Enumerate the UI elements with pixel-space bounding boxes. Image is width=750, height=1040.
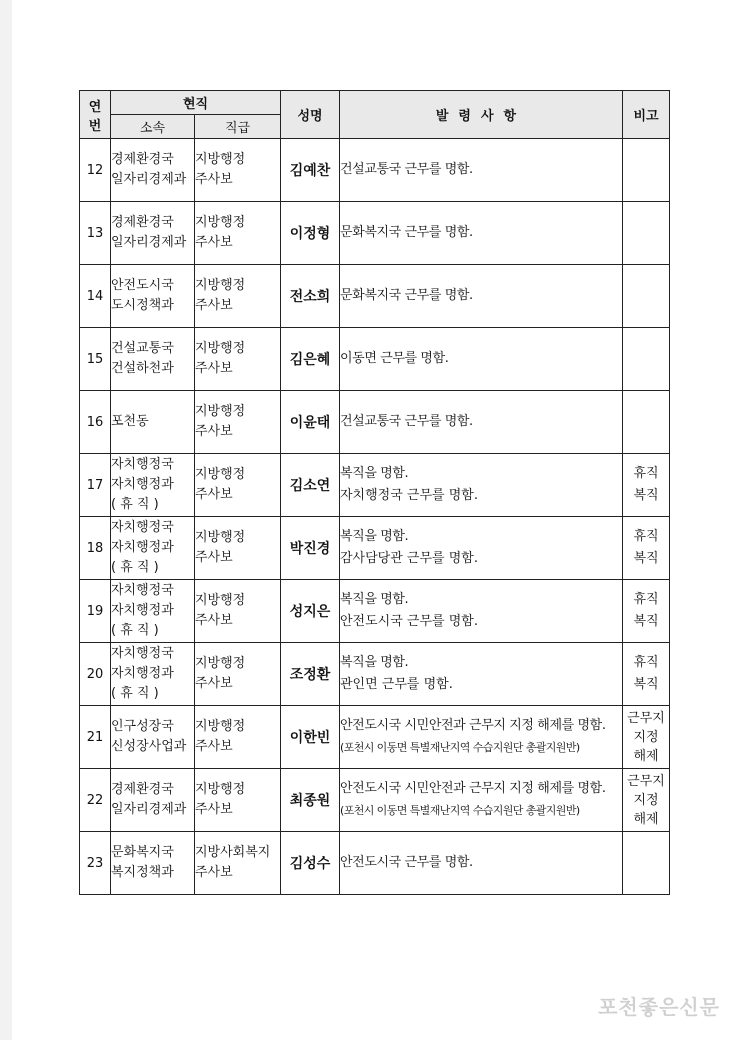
order-line-1: 복직을 명함. (340, 655, 409, 670)
rank-grade: 주사보 (195, 298, 233, 313)
row-note: 휴직 복직 (623, 580, 670, 643)
row-order (340, 328, 623, 391)
department-division: 자치행정국 (111, 646, 174, 661)
row-order (340, 391, 623, 454)
row-rank (195, 202, 281, 265)
row-name: 최종원 (281, 769, 340, 832)
department-status: ( 휴 직 ) (111, 497, 159, 512)
row-rank (195, 643, 281, 706)
order-line-2: 관인면 근무를 명함. (340, 677, 453, 692)
row-order (340, 202, 623, 265)
order-line-2: 안전도시국 근무를 명함. (340, 614, 478, 629)
department-division: 포천동 (111, 414, 149, 429)
row-rank (195, 769, 281, 832)
row-order (340, 832, 623, 895)
row-number: 12 (80, 139, 111, 202)
row-note (623, 202, 670, 265)
row-note (623, 265, 670, 328)
row-department (111, 769, 195, 832)
header-no (80, 91, 111, 139)
row-number: 21 (80, 706, 111, 769)
row-name: 이정형 (281, 202, 340, 265)
order-line-2: (포천시 이동면 특별재난지역 수습지원단 총괄지원반) (340, 741, 580, 754)
row-note: 휴직 복직 (623, 454, 670, 517)
row-name: 박진경 (281, 517, 340, 580)
page-edge (0, 0, 12, 1040)
rank-grade: 주사보 (195, 487, 233, 502)
row-department (111, 139, 195, 202)
row-department (111, 454, 195, 517)
department-section: 일자리경제과 (111, 802, 187, 817)
table-row (80, 391, 670, 454)
header-note: 비고 (623, 91, 670, 139)
header-rank: 직급 (195, 115, 281, 139)
department-section: 자치행정과 (111, 603, 174, 618)
header-no-top: 연 (88, 99, 102, 115)
row-number: 17 (80, 454, 111, 517)
row-department (111, 202, 195, 265)
rank-grade: 주사보 (195, 865, 233, 880)
row-note: 근무지 지정 해제 (623, 769, 670, 832)
rank-series: 지방행정 (195, 404, 246, 419)
row-order (340, 706, 623, 769)
table-row (80, 517, 670, 580)
table-row (80, 265, 670, 328)
row-rank (195, 454, 281, 517)
row-order (340, 580, 623, 643)
row-order (340, 769, 623, 832)
rank-series: 지방행정 (195, 530, 246, 545)
table-row (80, 643, 670, 706)
row-department (111, 832, 195, 895)
header-no-bottom: 번 (88, 118, 102, 134)
row-department (111, 706, 195, 769)
row-order (340, 454, 623, 517)
table-row (80, 202, 670, 265)
rank-series: 지방행정 (195, 467, 246, 482)
order-line-1: 문화복지국 근무를 명함. (340, 225, 473, 240)
department-section: 도시정책과 (111, 298, 174, 313)
order-line-1: 문화복지국 근무를 명함. (340, 288, 473, 303)
row-rank (195, 139, 281, 202)
order-line-2: (포천시 이동면 특별재난지역 수습지원단 총괄지원반) (340, 804, 580, 817)
department-status: ( 휴 직 ) (111, 623, 159, 638)
rank-series: 지방행정 (195, 152, 246, 167)
department-section: 자치행정과 (111, 666, 174, 681)
row-name: 김성수 (281, 832, 340, 895)
header-name: 성명 (281, 91, 340, 139)
row-order (340, 643, 623, 706)
row-note (623, 139, 670, 202)
department-section: 자치행정과 (111, 540, 174, 555)
row-number: 19 (80, 580, 111, 643)
row-number: 16 (80, 391, 111, 454)
rank-series: 지방사회복지 (195, 845, 271, 860)
row-department (111, 391, 195, 454)
row-rank (195, 265, 281, 328)
row-order (340, 139, 623, 202)
row-rank (195, 580, 281, 643)
row-note: 휴직 복직 (623, 517, 670, 580)
department-status: ( 휴 직 ) (111, 560, 159, 575)
rank-series: 지방행정 (195, 593, 246, 608)
row-department (111, 580, 195, 643)
table-row (80, 580, 670, 643)
order-line-1: 안전도시국 근무를 명함. (340, 855, 473, 870)
department-division: 안전도시국 (111, 278, 174, 293)
newspaper-watermark: 포천좋은신문 (598, 995, 720, 1019)
order-line-1: 안전도시국 시민안전과 근무지 지정 해제를 명함. (340, 781, 606, 796)
rank-series: 지방행정 (195, 341, 246, 356)
header-current: 현직 (111, 91, 281, 115)
row-name: 이한빈 (281, 706, 340, 769)
rank-grade: 주사보 (195, 424, 233, 439)
row-name: 조정환 (281, 643, 340, 706)
header-order: 발령사항 (340, 91, 623, 139)
row-number: 20 (80, 643, 111, 706)
rank-grade: 주사보 (195, 172, 233, 187)
rank-grade: 주사보 (195, 235, 233, 250)
order-line-1: 복직을 명함. (340, 466, 409, 481)
row-note: 휴직 복직 (623, 643, 670, 706)
row-department (111, 643, 195, 706)
row-number: 23 (80, 832, 111, 895)
rank-grade: 주사보 (195, 802, 233, 817)
department-division: 경제환경국 (111, 152, 174, 167)
department-division: 문화복지국 (111, 845, 174, 860)
table-row (80, 706, 670, 769)
department-section: 일자리경제과 (111, 235, 187, 250)
row-name: 김소연 (281, 454, 340, 517)
order-line-1: 건설교통국 근무를 명함. (340, 414, 473, 429)
department-section: 건설하천과 (111, 361, 174, 376)
row-rank (195, 391, 281, 454)
row-department (111, 328, 195, 391)
row-order (340, 265, 623, 328)
row-name: 이윤태 (281, 391, 340, 454)
row-note (623, 832, 670, 895)
row-name: 성지은 (281, 580, 340, 643)
row-order (340, 517, 623, 580)
row-number: 13 (80, 202, 111, 265)
department-division: 인구성장국 (111, 719, 174, 734)
rank-grade: 주사보 (195, 613, 233, 628)
row-name: 김은혜 (281, 328, 340, 391)
row-rank (195, 706, 281, 769)
rank-series: 지방행정 (195, 215, 246, 230)
header-dept: 소속 (111, 115, 195, 139)
row-number: 14 (80, 265, 111, 328)
order-line-2: 자치행정국 근무를 명함. (340, 488, 478, 503)
table-row (80, 139, 670, 202)
row-rank (195, 832, 281, 895)
department-division: 자치행정국 (111, 520, 174, 535)
row-department (111, 517, 195, 580)
rank-series: 지방행정 (195, 782, 246, 797)
order-line-1: 이동면 근무를 명함. (340, 351, 449, 366)
department-division: 경제환경국 (111, 215, 174, 230)
personnel-order-table (79, 90, 670, 895)
row-note (623, 328, 670, 391)
department-division: 자치행정국 (111, 583, 174, 598)
department-status: ( 휴 직 ) (111, 686, 159, 701)
order-line-1: 건설교통국 근무를 명함. (340, 162, 473, 177)
row-rank (195, 328, 281, 391)
department-division: 건설교통국 (111, 341, 174, 356)
order-line-1: 복직을 명함. (340, 592, 409, 607)
rank-grade: 주사보 (195, 361, 233, 376)
table-row (80, 832, 670, 895)
order-line-1: 안전도시국 시민안전과 근무지 지정 해제를 명함. (340, 718, 606, 733)
rank-grade: 주사보 (195, 676, 233, 691)
table-row (80, 454, 670, 517)
order-line-2: 감사담당관 근무를 명함. (340, 551, 478, 566)
department-division: 자치행정국 (111, 457, 174, 472)
row-name: 전소희 (281, 265, 340, 328)
department-section: 일자리경제과 (111, 172, 187, 187)
rank-series: 지방행정 (195, 278, 246, 293)
table-row (80, 769, 670, 832)
table-row (80, 328, 670, 391)
rank-series: 지방행정 (195, 656, 246, 671)
row-name: 김예찬 (281, 139, 340, 202)
row-rank (195, 517, 281, 580)
row-department (111, 265, 195, 328)
rank-grade: 주사보 (195, 550, 233, 565)
department-section: 자치행정과 (111, 477, 174, 492)
department-division: 경제환경국 (111, 782, 174, 797)
table-body (80, 139, 670, 895)
rank-series: 지방행정 (195, 719, 246, 734)
row-number: 22 (80, 769, 111, 832)
row-note (623, 391, 670, 454)
row-number: 15 (80, 328, 111, 391)
department-section: 신성장사업과 (111, 739, 187, 754)
department-section: 복지정책과 (111, 865, 174, 880)
order-line-1: 복직을 명함. (340, 529, 409, 544)
row-note: 근무지 지정 해제 (623, 706, 670, 769)
rank-grade: 주사보 (195, 739, 233, 754)
row-number: 18 (80, 517, 111, 580)
